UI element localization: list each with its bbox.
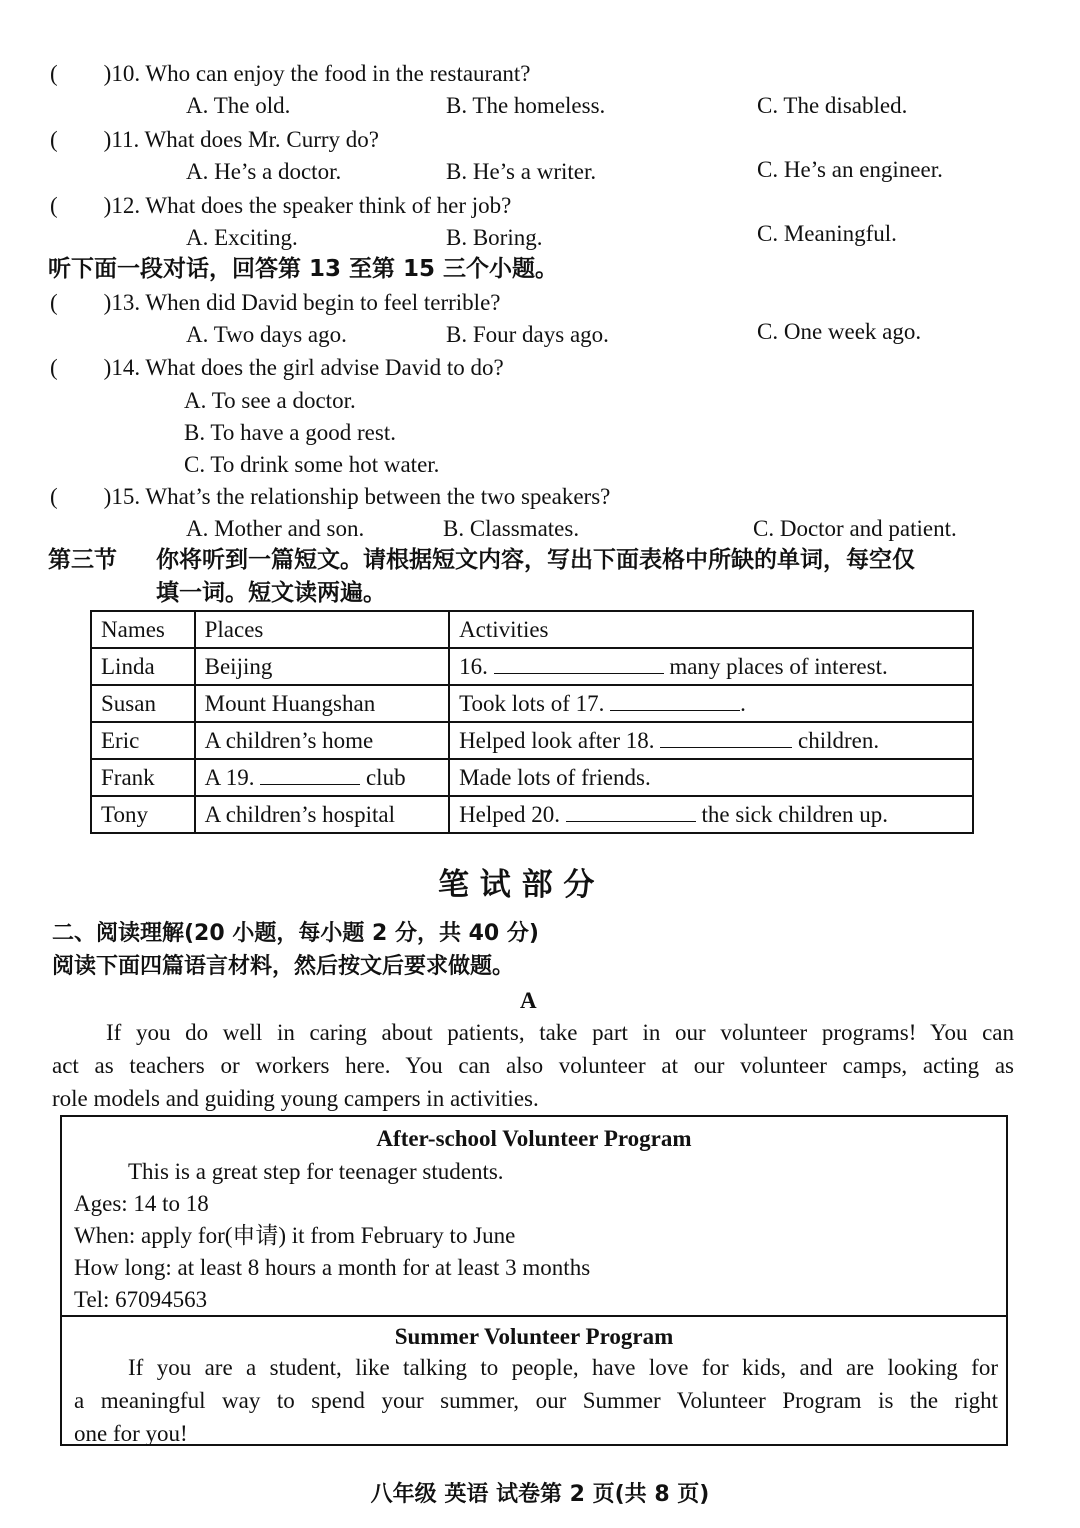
written-part-title: 笔 试 部 分: [438, 867, 595, 903]
question-14-stem: ( )14. What does the girl advise David to do?: [50, 355, 504, 380]
question-14-option-c: C. To drink some hot water.: [184, 452, 440, 477]
answer-blank-18[interactable]: [660, 729, 792, 748]
question-12-option-c: C. Meaningful.: [757, 221, 897, 246]
question-12-option-b: B. Boring.: [446, 225, 543, 250]
table-row: [91, 648, 973, 685]
passage-label: A: [520, 988, 537, 1013]
program-2-line-3: one for you!: [74, 1421, 188, 1446]
activity-text: Helped look after 18.: [459, 727, 655, 753]
table-header-places: Places: [195, 611, 449, 648]
question-14-option-b: B. To have a good rest.: [184, 420, 396, 445]
section-3-instruction-line1: 你将听到一篇短文。请根据短文内容，写出下面表格中所缺的单词，每空仅: [156, 547, 915, 573]
program-divider: [62, 1315, 1006, 1317]
table-cell-place: A children’s hospital: [195, 796, 449, 833]
intro-line-1: If you do well in caring about patients, take part in our volunteer programs! You can: [106, 1020, 1014, 1045]
question-10-option-c: C. The disabled.: [757, 93, 908, 118]
table-row: [91, 685, 973, 722]
table-cell-name: Susan: [91, 685, 195, 722]
table-cell-place: Beijing: [195, 648, 449, 685]
intro-line-2: act as teachers or workers here. You can also volunteer at our volunteer camps, acting as: [52, 1053, 1014, 1078]
section-3-label: 第三节: [48, 547, 117, 573]
table-cell-activity: [449, 796, 973, 833]
table-cell-name: Eric: [91, 722, 195, 759]
volunteer-programs-box: [60, 1115, 1008, 1446]
activity-text: many places of interest.: [669, 653, 888, 679]
answer-blank-19[interactable]: [260, 766, 360, 785]
table-cell-place: Mount Huangshan: [195, 685, 449, 722]
table-cell-activity: [449, 722, 973, 759]
table-cell-name: Tony: [91, 796, 195, 833]
question-11-option-b: B. He’s a writer.: [446, 159, 597, 184]
table-cell-place: A children’s home: [195, 722, 449, 759]
question-10-option-b: B. The homeless.: [446, 93, 606, 118]
question-11-option-a: A. He’s a doctor.: [186, 159, 342, 184]
listening-table: [90, 610, 974, 834]
question-15-option-a: A. Mother and son.: [186, 516, 365, 541]
question-15-stem: ( )15. What’s the relationship between the two speakers?: [50, 484, 611, 509]
program-2-line-1: If you are a student, like talking to people, have love for kids, and are looking for: [128, 1355, 998, 1380]
program-1-tel: Tel: 67094563: [74, 1287, 208, 1312]
table-cell-activity: [449, 648, 973, 685]
activity-text: the sick children up.: [701, 801, 888, 827]
section-3-instruction-line2: 填一词。短文读两遍。: [156, 580, 386, 606]
question-14-option-a: A. To see a doctor.: [184, 388, 356, 413]
question-15-option-c: C. Doctor and patient.: [753, 516, 957, 541]
answer-blank-20[interactable]: [566, 803, 696, 822]
question-12-stem: ( )12. What does the speaker think of her job?: [50, 193, 512, 218]
table-cell-place: [195, 759, 449, 796]
question-11-option-c: C. He’s an engineer.: [757, 157, 943, 182]
table-cell-name: Frank: [91, 759, 195, 796]
program-2-line-2: a meaningful way to spend your summer, our Summer Volunteer Program is the right: [74, 1388, 998, 1413]
program-1-description: This is a great step for teenager students.: [128, 1159, 504, 1184]
table-row: [91, 759, 973, 796]
dialog-instruction: 听下面一段对话，回答第 13 至第 15 三个小题。: [48, 256, 559, 282]
reading-instruction: 阅读下面四篇语言材料，然后按文后要求做题。: [52, 954, 515, 979]
intro-line-3: role models and guiding young campers in activities.: [52, 1086, 539, 1111]
activity-text: .: [740, 690, 746, 716]
table-cell-activity: Made lots of friends.: [449, 759, 973, 796]
table-header-row: [91, 611, 973, 648]
question-13-option-a: A. Two days ago.: [186, 322, 347, 347]
table-header-activities: Activities: [449, 611, 973, 648]
program-1-when: When: apply for(申请) it from February to June: [74, 1223, 516, 1248]
table-header-names: Names: [91, 611, 195, 648]
question-13-option-b: B. Four days ago.: [446, 322, 609, 347]
program-1-how-long: How long: at least 8 hours a month for at least 3 months: [74, 1255, 591, 1280]
place-text: club: [365, 764, 406, 790]
activity-text: children.: [798, 727, 880, 753]
activity-text: 16.: [459, 653, 488, 679]
question-15-option-b: B. Classmates.: [443, 516, 580, 541]
answer-blank-17[interactable]: [610, 692, 740, 711]
activity-text: Helped 20.: [459, 801, 560, 827]
question-11-stem: ( )11. What does Mr. Curry do?: [50, 127, 379, 152]
question-12-option-a: A. Exciting.: [186, 225, 298, 250]
table-cell-activity: [449, 685, 973, 722]
program-1-title: After-school Volunteer Program: [376, 1126, 692, 1151]
reading-section-heading: 二、阅读理解(20 小题，每小题 2 分，共 40 分): [52, 921, 539, 946]
activity-text: Took lots of 17.: [459, 690, 605, 716]
table-row: [91, 796, 973, 833]
question-13-stem: ( )13. When did David begin to feel terrible?: [50, 290, 501, 315]
question-10-option-a: A. The old.: [186, 93, 291, 118]
question-10-stem: ( )10. Who can enjoy the food in the restaurant?: [50, 61, 531, 86]
table-row: [91, 722, 973, 759]
place-text: A 19.: [204, 764, 255, 790]
page-footer: 八年级 英语 试卷第 2 页(共 8 页): [370, 1482, 710, 1507]
answer-blank-16[interactable]: [494, 655, 664, 674]
question-13-option-c: C. One week ago.: [757, 319, 922, 344]
program-2-title: Summer Volunteer Program: [394, 1324, 674, 1349]
program-1-ages: Ages: 14 to 18: [74, 1191, 209, 1216]
table-cell-name: Linda: [91, 648, 195, 685]
